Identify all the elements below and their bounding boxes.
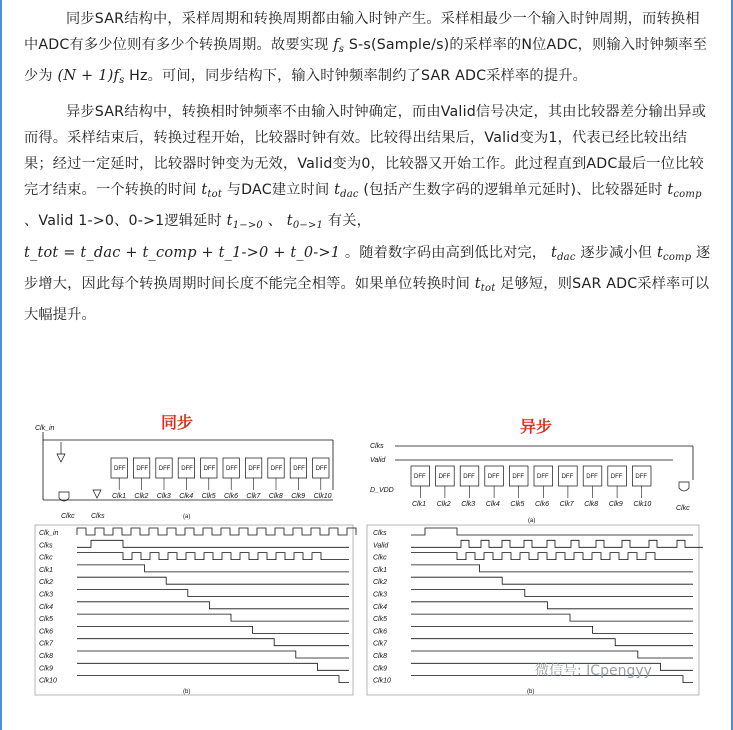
async-clk-label-2: Clk2 <box>436 501 451 508</box>
async-dff-text-8: DFF <box>586 474 598 480</box>
math-t01: $t_{0->1}$ <box>286 213 324 232</box>
async-clkc-label: Clkc <box>676 505 690 512</box>
p2-text-g: 。随着数字码由高到低比对完， <box>340 244 552 261</box>
async-clk-label-7: Clk7 <box>559 501 574 508</box>
async-wave-10 <box>411 639 693 646</box>
async-dff-text-1: DFF <box>414 474 426 480</box>
sync-wave-label-9: Clk6 <box>39 628 54 636</box>
sync-clk-label-1: Clk1 <box>112 493 127 500</box>
sync-clk-label-2: Clk2 <box>134 493 149 500</box>
p2-text-d: 、Valid 1->0、0->1逻辑延时 <box>24 213 227 230</box>
sync-clk-label-4: Clk4 <box>179 493 194 500</box>
sync-waveform-panel <box>35 525 353 695</box>
async-dff-text-7: DFF <box>561 474 574 480</box>
sync-dff-text-5: DFF <box>203 466 216 472</box>
article-body <box>24 6 714 332</box>
async-wave-label-2: Valid <box>373 542 389 550</box>
async-dvdd-label: D_VDD <box>370 487 394 494</box>
async-valid-label: Valid <box>370 457 386 464</box>
sync-wave-label-6: Clk3 <box>39 591 54 599</box>
p1-text-b: S-s(Sample/s)的采样率的N位ADC，则输入时钟频率至少为 <box>24 37 708 85</box>
math-equation: t_tot = t_dac + t_comp + t_1->0 + t_0->1 <box>24 244 341 261</box>
sync-wave-12 <box>77 663 349 670</box>
sync-wave-10 <box>77 639 349 646</box>
async-wave-11 <box>411 651 693 658</box>
async-clk-label-10: Clk10 <box>633 501 652 508</box>
figure-svg <box>33 410 703 700</box>
sync-dff-text-3: DFF <box>158 466 171 472</box>
sync-wave-13 <box>77 676 349 683</box>
async-wave-8 <box>411 614 693 621</box>
async-wave-4 <box>411 565 693 572</box>
sync-wave-label-2: Clks <box>39 542 53 550</box>
async-sub-a: (a) <box>528 518 536 524</box>
sync-wave-1 <box>77 528 356 535</box>
p1-text-a: 同步SAR结构中，采样周期和转换周期都由输入时钟产生。采样相最少一个输入时钟周期，而转换相中ADC有多少位则有多少个转换周期。故要实现 <box>24 11 700 54</box>
p1-text-c: Hz。可间，同步结构下，输入时钟频率制约了SAR ADC采样率的提升。 <box>124 68 587 85</box>
async-wave-label-12: Clk9 <box>373 665 388 673</box>
async-clk-label-1: Clk1 <box>412 501 427 508</box>
sync-wave-label-12: Clk9 <box>39 665 54 673</box>
async-or-gate-icon <box>679 482 689 491</box>
math-clock-freq: $(N + 1)f_s$ <box>57 68 125 87</box>
sar-timing-figure <box>33 410 703 700</box>
p2-text-a: 异步SAR结构中，转换相时钟频率不由输入时钟确定，而由Valid信号决定，其由比较器差分输出异或而得。采样结束后，转换过程开始，比较器时钟有效。比较得出结果后，Valid变为1，代表已经比较出结果；经过一定延时，比较器时钟变为无效，Valid变为0，比较器又开始工作。此过程直到ADC最后一位比较完才结束。一个转换的时间 <box>24 103 707 199</box>
sync-clkin-label: Clk_in <box>35 425 55 432</box>
sync-clk-label-3: Clk3 <box>156 493 171 500</box>
sync-clk-label-10: Clk10 <box>313 493 332 500</box>
sync-clk-label-7: Clk7 <box>246 493 261 500</box>
sync-dff-text-10: DFF <box>315 466 328 472</box>
p2-text-f: 有关， <box>323 213 371 230</box>
async-wave-label-13: Clk10 <box>373 677 391 685</box>
sync-dff-text-4: DFF <box>181 466 193 472</box>
paragraph-sync <box>24 6 714 95</box>
async-wave-label-11: Clk8 <box>373 653 388 660</box>
async-wave-7 <box>411 602 693 609</box>
sync-wave-label-10: Clk7 <box>39 640 54 648</box>
async-wave-1 <box>411 528 693 535</box>
sync-wave-6 <box>77 590 349 597</box>
sync-clk-label-5: Clk5 <box>201 493 216 500</box>
math-tcomp-2: $t_{comp}$ <box>657 244 692 263</box>
sync-waveforms <box>39 528 356 685</box>
async-dff-chain <box>411 466 651 508</box>
p2-text-h: 逐步减小但 <box>575 244 657 261</box>
sync-sub-a: (a) <box>183 514 191 520</box>
math-ttot-2: $t_{tot}$ <box>474 275 496 294</box>
sync-wave-11 <box>77 651 349 658</box>
async-clk-label-3: Clk3 <box>461 501 476 508</box>
async-clk-label-9: Clk9 <box>608 501 623 508</box>
math-tcomp: $t_{comp}$ <box>667 182 702 201</box>
async-wave-label-1: Clks <box>373 530 387 537</box>
async-wave-label-10: Clk7 <box>373 640 388 648</box>
sync-wave-label-4: Clk1 <box>39 566 54 574</box>
sync-wave-4 <box>77 565 349 572</box>
p2-text-e: 、 <box>262 213 287 230</box>
sync-wave-label-1: Clk_in <box>39 530 59 537</box>
async-wave-label-7: Clk4 <box>373 603 388 611</box>
sync-clkc-label-2: Clkc <box>61 513 75 520</box>
sync-wave-label-13: Clk10 <box>39 677 57 685</box>
async-clk-label-5: Clk5 <box>510 501 525 508</box>
sync-clk-label-9: Clk9 <box>291 493 306 500</box>
async-dff-text-4: DFF <box>487 474 500 480</box>
p2-text-b: 与DAC建立时间 <box>222 182 335 199</box>
sync-dff-text-1: DFF <box>114 466 126 472</box>
async-wave-label-5: Clk2 <box>373 579 388 587</box>
math-tdac-2: $t_{dac}$ <box>551 244 576 263</box>
async-clk-label-4: Clk4 <box>485 501 500 508</box>
async-wave-5 <box>411 577 693 584</box>
async-dff-text-2: DFF <box>438 474 451 480</box>
p2-text-c: (包括产生数字码的逻辑单元延时)、比较器延时 <box>358 182 668 199</box>
async-wave-label-9: Clk6 <box>373 628 388 636</box>
p2-text-j: 足够短，则SAR ADC采样率可以大幅提升。 <box>24 275 710 324</box>
sync-wave-label-5: Clk2 <box>39 579 54 587</box>
async-clks-label: Clks <box>370 443 384 450</box>
sync-wave-7 <box>77 602 349 609</box>
sync-wave-label-7: Clk4 <box>39 603 54 611</box>
async-wave-label-4: Clk1 <box>373 566 388 574</box>
sync-wave-5 <box>77 577 349 584</box>
sync-buffer-icon <box>93 490 101 498</box>
async-sub-b: (b) <box>527 689 535 695</box>
sync-wave-9 <box>77 626 349 633</box>
sync-wave-label-3: Clkc <box>39 554 53 562</box>
sync-dff-chain <box>111 458 332 500</box>
sync-dff-text-8: DFF <box>270 466 283 472</box>
async-wave-label-8: Clk5 <box>373 616 388 624</box>
math-ttot: $t_{tot}$ <box>201 182 223 201</box>
async-wave-6 <box>411 590 693 597</box>
sync-wave-8 <box>77 614 349 621</box>
async-clk-label-6: Clk6 <box>535 501 550 508</box>
p2-text-i: 逐步增大，因此每个转换周期时间长度不能完全相等。如果单位转换时间 <box>24 244 711 292</box>
async-title: 异步 <box>520 417 553 436</box>
sync-wave-label-11: Clk8 <box>39 653 54 660</box>
sync-dff-text-2: DFF <box>136 466 149 472</box>
async-wave-label-3: Clkc <box>373 554 387 562</box>
math-fs: $f_s$ <box>333 37 345 56</box>
math-t10: $t_{1->0}$ <box>226 213 263 232</box>
async-dff-text-5: DFF <box>512 474 525 480</box>
async-wave-9 <box>411 626 693 633</box>
math-tdac: $t_{dac}$ <box>334 182 359 201</box>
paragraph-async <box>24 99 714 329</box>
async-dff-text-9: DFF <box>610 474 623 480</box>
async-dff-text-6: DFF <box>537 474 549 480</box>
wechat-watermark: 微信号: ICpengyy <box>535 663 652 679</box>
sync-title: 同步 <box>161 413 194 432</box>
sync-clk-label-8: Clk8 <box>268 493 283 500</box>
sync-clk-label-6: Clk6 <box>224 493 239 500</box>
async-dff-text-3: DFF <box>463 474 475 480</box>
async-clk-label-8: Clk8 <box>584 501 599 508</box>
sync-dff-text-7: DFF <box>248 466 261 472</box>
async-wave-3 <box>411 553 693 560</box>
sync-wave-2 <box>77 540 349 547</box>
sync-clks-label: Clks <box>91 513 105 520</box>
sync-wave-3 <box>77 553 349 560</box>
sync-sub-b: (b) <box>183 689 191 695</box>
async-dff-text-10: DFF <box>635 474 648 480</box>
sync-dff-text-9: DFF <box>293 466 305 472</box>
sync-dff-text-6: DFF <box>226 466 238 472</box>
async-wave-2 <box>411 540 703 547</box>
sync-inverter-icon <box>57 454 65 462</box>
async-wave-label-6: Clk3 <box>373 591 388 599</box>
sync-wave-label-8: Clk5 <box>39 616 54 624</box>
left-frame-border <box>0 0 2 730</box>
